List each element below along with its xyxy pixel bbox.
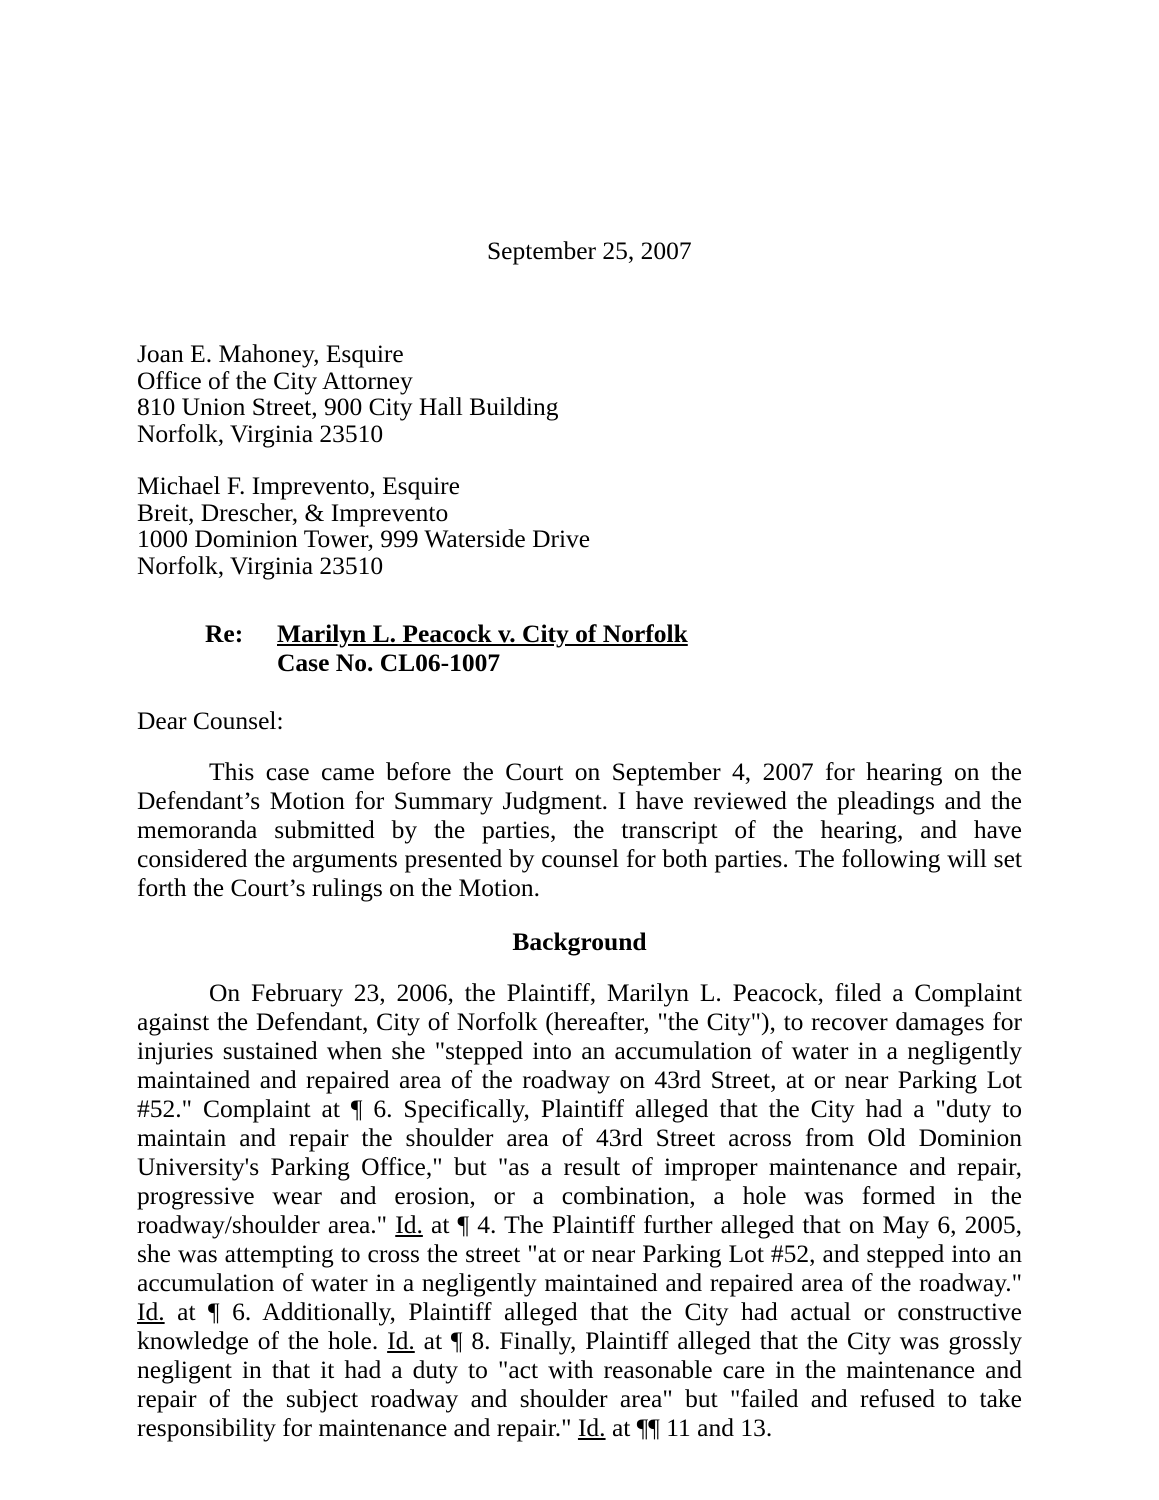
address-line: Norfolk, Virginia 23510 [137,418,384,448]
citation-id: Id. [577,1413,606,1442]
salutation: Dear Counsel: [137,706,284,735]
paragraph-text: On February 23, 2006, the Plaintiff, Marilyn L. Peacock, filed a Complaint against the Defendant, City of Norfolk (hereafter, "the City"), to recover damages for injuries sustained when she "stepped into an accumulation of water in a negligently maintained and repaired area of the roadway on 43rd Street, at or near Parking Lot #52." Complaint at ¶ 6. Specifically, Plaintiff alleged that the City had a "duty to maintain and repair the shoulder area of 43rd Street across from Old Dominion University's Parking Office," but "as a result of improper maintenance and repair, progressive wear and erosion, or a combination, a hole was formed in the roadway/shoulder area." [137,978,1022,1239]
intro-paragraph: This case came before the Court on September 4, 2007 for hearing on the Defendant’s Motion for Summary Judgment. I have reviewed the pleadings and the memoranda submitted by the parties, the transcript of the hearing, and have considered the arguments presented by counsel for both parties. The following will set forth the Court’s rulings on the Motion. [137,757,1022,902]
background-paragraph [137,978,1022,1442]
recipient-address-block-2 [137,473,1022,579]
address-line: Joan E. Mahoney, Esquire [137,339,404,368]
re-body [277,619,1022,677]
address-line: Breit, Drescher, & Imprevento [137,497,449,527]
citation-id: Id. [387,1326,415,1355]
paragraph-text: at ¶ 6. Additionally, Plaintiff alleged that the City had actual or constructive knowledge of the hole. [137,1297,1022,1355]
address-line: 810 Union Street, 900 City Hall Building [137,392,559,421]
paragraph-text: at ¶ 8. Finally, Plaintiff alleged that the City was grossly negligent in that it had a duty to "act with reasonable care in the maintenance and repair of the subject roadway and shoulder area" but "failed and refused to take responsibility for maintenance and repair." [137,1326,1022,1442]
citation-id: Id. [395,1210,423,1239]
paragraph-text: at ¶ 4. The Plaintiff further alleged that on May 6, 2005, she was attempting to cross the street "at or near Parking Lot #52, and stepped into an accumulation of water in a negligently maintained and repaired area of the roadway." [137,1210,1022,1297]
case-number: Case No. CL06-1007 [277,648,501,677]
paragraph-text: at ¶¶ 11 and 13. [605,1413,773,1442]
re-label: Re: [205,619,244,648]
re-line [137,619,1022,677]
case-caption: Marilyn L. Peacock v. City of Norfolk [277,619,688,648]
address-line: Norfolk, Virginia 23510 [137,550,384,580]
letter-date: September 25, 2007 [487,236,692,265]
address-line: 1000 Dominion Tower, 999 Waterside Drive [137,524,591,553]
address-line: Office of the City Attorney [137,365,413,395]
recipient-address-block-1 [137,341,1022,447]
address-line: Michael F. Imprevento, Esquire [137,471,460,500]
citation-id: Id. [137,1297,165,1326]
section-heading-background: Background [512,927,647,956]
document-content [137,0,1022,1442]
